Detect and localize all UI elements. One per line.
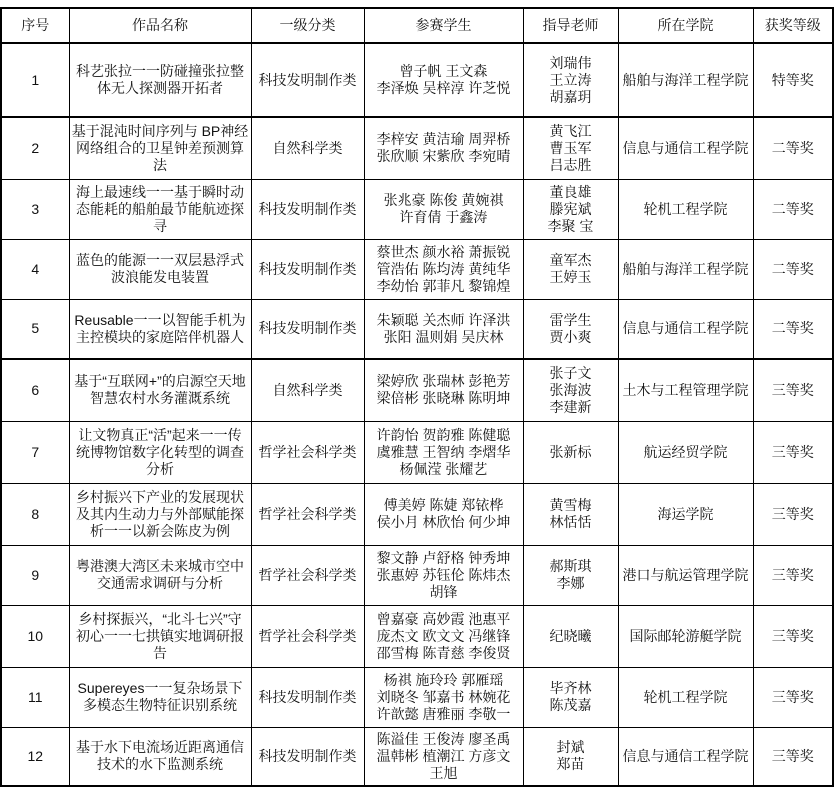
advisors-cell: 毕齐林 陈茂嘉 <box>523 667 618 727</box>
college-cell: 轮机工程学院 <box>618 667 753 727</box>
advisors-cell: 童军杰 王婷玉 <box>523 239 618 299</box>
row-number-cell: 9 <box>1 545 69 605</box>
college-cell: 信息与通信工程学院 <box>618 299 753 359</box>
table-row <box>1 117 833 179</box>
table-row <box>1 483 833 545</box>
table-row <box>1 667 833 727</box>
advisors-cell: 郝斯琪 李娜 <box>523 545 618 605</box>
header-category: 一级分类 <box>251 8 364 43</box>
row-number-cell: 10 <box>1 605 69 667</box>
category-cell: 科技发明制作类 <box>251 239 364 299</box>
award-level-cell: 三等奖 <box>753 605 833 667</box>
table-row <box>1 545 833 605</box>
category-cell: 哲学社会科学类 <box>251 421 364 483</box>
category-cell: 哲学社会科学类 <box>251 545 364 605</box>
work-title-cell: Supereyes一一复杂场景下多模态生物特征识别系统 <box>69 667 251 727</box>
award-level-cell: 二等奖 <box>753 239 833 299</box>
college-cell: 航运经贸学院 <box>618 421 753 483</box>
header-title: 作品名称 <box>69 8 251 43</box>
header-students: 参赛学生 <box>364 8 523 43</box>
category-cell: 哲学社会科学类 <box>251 483 364 545</box>
category-cell: 哲学社会科学类 <box>251 605 364 667</box>
award-level-cell: 二等奖 <box>753 179 833 239</box>
students-cell: 黎文静 卢舒格 钟秀坤 张惠婷 苏钰伦 陈炜杰 胡锋 <box>364 545 523 605</box>
category-cell: 科技发明制作类 <box>251 43 364 117</box>
students-cell: 傅美婷 陈婕 郑铱桦 侯小月 林欣怡 何少坤 <box>364 483 523 545</box>
award-level-cell: 二等奖 <box>753 299 833 359</box>
row-number-cell: 6 <box>1 359 69 421</box>
award-level-cell: 三等奖 <box>753 667 833 727</box>
work-title-cell: 海上最速线一一基于瞬时动态能耗的船舶最节能航迹探寻 <box>69 179 251 239</box>
advisors-cell: 封斌 郑苗 <box>523 727 618 786</box>
table-row <box>1 359 833 421</box>
students-cell: 曾嘉豪 高妙霞 池惠平 庞杰文 欧文文 冯继锋 邵雪梅 陈青慈 李俊贤 <box>364 605 523 667</box>
header-row <box>1 8 833 43</box>
header-advisors: 指导老师 <box>523 8 618 43</box>
row-number-cell: 8 <box>1 483 69 545</box>
college-cell: 船舶与海洋工程学院 <box>618 239 753 299</box>
row-number-cell: 1 <box>1 43 69 117</box>
students-cell: 李梓安 黄洁瑜 周羿桥 张欣顺 宋紫欣 李宛晴 <box>364 117 523 179</box>
award-level-cell: 三等奖 <box>753 545 833 605</box>
college-cell: 海运学院 <box>618 483 753 545</box>
work-title-cell: Reusable一一以智能手机为主控模块的家庭陪伴机器人 <box>69 299 251 359</box>
students-cell: 陈溢佳 王俊涛 廖圣禹 温韩彬 植潮江 方彦文 王旭 <box>364 727 523 786</box>
header-college: 所在学院 <box>618 8 753 43</box>
work-title-cell: 科艺张拉一一防碰撞张拉整体无人探测器开拓者 <box>69 43 251 117</box>
row-number-cell: 2 <box>1 117 69 179</box>
table-row <box>1 239 833 299</box>
students-cell: 张兆豪 陈俊 黄婉祺 许育倩 于鑫涛 <box>364 179 523 239</box>
work-title-cell: 让文物真正“活”起来一一传统博物馆数字化转型的调查分析 <box>69 421 251 483</box>
row-number-cell: 3 <box>1 179 69 239</box>
award-level-cell: 三等奖 <box>753 359 833 421</box>
advisors-cell: 雷学生 贾小爽 <box>523 299 618 359</box>
students-cell: 曾子帆 王文森 李泽焕 吴梓淳 许芝悦 <box>364 43 523 117</box>
college-cell: 信息与通信工程学院 <box>618 117 753 179</box>
advisors-cell: 张新标 <box>523 421 618 483</box>
category-cell: 自然科学类 <box>251 359 364 421</box>
row-number-cell: 7 <box>1 421 69 483</box>
advisors-cell: 黄雪梅 林恬恬 <box>523 483 618 545</box>
category-cell: 自然科学类 <box>251 117 364 179</box>
table-row <box>1 179 833 239</box>
row-number-cell: 11 <box>1 667 69 727</box>
college-cell: 信息与通信工程学院 <box>618 727 753 786</box>
award-level-cell: 三等奖 <box>753 421 833 483</box>
students-cell: 许韵怡 贺韵雅 陈健聪 虞雅慧 王智纳 李熠华 杨佩滢 张耀艺 <box>364 421 523 483</box>
table-row <box>1 727 833 786</box>
students-cell: 蔡世杰 颜水裕 萧振锐 管浩佑 陈均涛 黄纯华 李幼怡 郭菲凡 黎锦煌 <box>364 239 523 299</box>
header-no: 序号 <box>1 8 69 43</box>
advisors-cell: 董良雄 滕宪斌 李聚 宝 <box>523 179 618 239</box>
advisors-cell: 黄飞江 曹玉军 吕志胜 <box>523 117 618 179</box>
category-cell: 科技发明制作类 <box>251 179 364 239</box>
college-cell: 轮机工程学院 <box>618 179 753 239</box>
category-cell: 科技发明制作类 <box>251 299 364 359</box>
category-cell: 科技发明制作类 <box>251 667 364 727</box>
row-number-cell: 12 <box>1 727 69 786</box>
row-number-cell: 4 <box>1 239 69 299</box>
award-level-cell: 三等奖 <box>753 727 833 786</box>
work-title-cell: 乡村探振兴，“北斗七兴”守初心一一七拱镇实地调研报告 <box>69 605 251 667</box>
award-level-cell: 特等奖 <box>753 43 833 117</box>
college-cell: 港口与航运管理学院 <box>618 545 753 605</box>
students-cell: 梁婷欣 张瑞林 彭艳芳 梁倍彬 张晓琳 陈明坤 <box>364 359 523 421</box>
work-title-cell: 蓝色的能源一一双层悬浮式波浪能发电装置 <box>69 239 251 299</box>
award-level-cell: 三等奖 <box>753 483 833 545</box>
award-level-cell: 二等奖 <box>753 117 833 179</box>
table-row <box>1 421 833 483</box>
work-title-cell: 基于水下电流场近距离通信技术的水下监测系统 <box>69 727 251 786</box>
work-title-cell: 基于混沌时间序列与 BP神经网络组合的卫星钟差预测算法 <box>69 117 251 179</box>
advisors-cell: 纪晓曦 <box>523 605 618 667</box>
table-row <box>1 299 833 359</box>
table-row <box>1 43 833 117</box>
header-award: 获奖等级 <box>753 8 833 43</box>
advisors-cell: 张子文 张海波 李建新 <box>523 359 618 421</box>
students-cell: 杨祺 施玲玲 郭雁瑶 刘晓冬 邹嘉书 林婉花 许歆懿 唐雅丽 李敬一 <box>364 667 523 727</box>
work-title-cell: 乡村振兴下产业的发展现状及其内生动力与外部赋能探析一一以新会陈皮为例 <box>69 483 251 545</box>
advisors-cell: 刘瑞伟 王立涛 胡嘉玥 <box>523 43 618 117</box>
row-number-cell: 5 <box>1 299 69 359</box>
college-cell: 国际邮轮游艇学院 <box>618 605 753 667</box>
awards-table <box>0 7 834 787</box>
category-cell: 科技发明制作类 <box>251 727 364 786</box>
students-cell: 朱颖聪 关杰师 许泽洪 张阳 温则娟 吴庆林 <box>364 299 523 359</box>
work-title-cell: 粤港澳大湾区未来城市空中交通需求调研与分析 <box>69 545 251 605</box>
table-row <box>1 605 833 667</box>
college-cell: 土木与工程管理学院 <box>618 359 753 421</box>
college-cell: 船舶与海洋工程学院 <box>618 43 753 117</box>
work-title-cell: 基于“互联网+”的启源空天地智慧农村水务灌溉系统 <box>69 359 251 421</box>
